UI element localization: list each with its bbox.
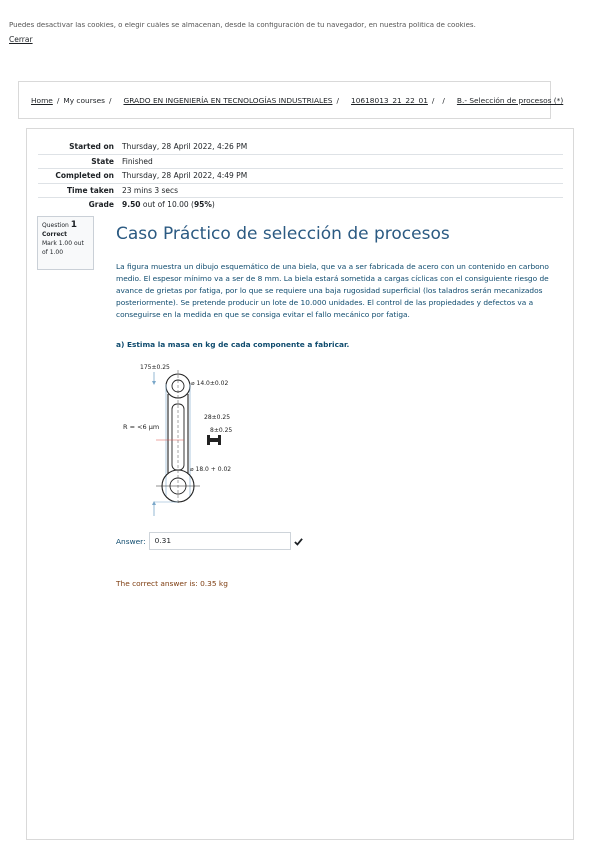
breadcrumb-quiz[interactable]: B.- Selección de procesos (*) (456, 96, 564, 105)
answer-label: Answer: (116, 536, 146, 546)
cookie-notice-text: Puedes desactivar las cookies, o elegir cuáles se almacenan, desde la configuración de tu navegador, en nuestra política de cookies. (9, 22, 476, 29)
state-label: State (38, 154, 118, 169)
question-prefix: Question (42, 222, 69, 229)
dim-d14-text: ⌀ 14.0±0.02 (191, 380, 229, 387)
completed-on-value: Thursday, 28 April 2022, 4:49 PM (118, 169, 563, 184)
grade-label: Grade (38, 198, 118, 212)
cross-section-icon (207, 435, 221, 445)
started-on-label: Started on (69, 142, 114, 152)
connecting-rod-figure (116, 360, 246, 520)
table-row (38, 183, 563, 198)
time-taken-value: 23 mins 3 secs (118, 183, 563, 198)
subquestion-text: a) Estima la masa en kg de cada componente a fabricar. (116, 340, 350, 349)
dim-28-text: 28±0.25 (204, 414, 231, 421)
breadcrumb-my-courses: My courses (63, 96, 105, 105)
completed-on-label: Completed on (38, 169, 118, 184)
question-mark: Mark 1.00 out of 1.00 (42, 240, 84, 256)
correct-answer-feedback: The correct answer is: 0.35 kg (116, 579, 228, 588)
grade-value: 9.50 (122, 200, 141, 210)
grade-percent: 95% (193, 200, 212, 210)
dim-d18-text: ⌀ 18.0 + 0.02 (190, 466, 232, 473)
table-row (38, 140, 563, 154)
question-title: Caso Práctico de selección de procesos (116, 224, 450, 244)
grade-close: ) (211, 200, 215, 210)
table-row (38, 169, 563, 184)
question-number: 1 (70, 220, 78, 230)
question-state: Correct (42, 231, 67, 238)
grade-value-cell (118, 198, 563, 212)
dim-top-text: 175±0.25 (140, 364, 170, 371)
state-value: Finished (118, 154, 563, 169)
connecting-rod-drawing (116, 360, 246, 520)
breadcrumb-container (18, 81, 564, 119)
time-taken-label: Time taken (38, 183, 118, 198)
grade-outof: out of 10.00 ( (142, 200, 194, 210)
correct-check-icon (294, 537, 303, 546)
question-info-box (37, 216, 94, 270)
started-on-value: Thursday, 28 April 2022, 4:26 PM (122, 142, 248, 152)
answer-input[interactable]: 0.31 (149, 532, 291, 550)
table-row (38, 154, 563, 169)
dim-8-text: 8±0.25 (210, 427, 233, 434)
breadcrumb-course-code[interactable]: 10618013_21_22_01 (351, 96, 428, 105)
attempt-summary-table (38, 140, 563, 212)
question-content (116, 222, 556, 349)
close-cookie-link[interactable]: Cerrar (9, 35, 33, 44)
breadcrumb: Home / My courses / GRADO EN INGENIERÍA EN TECNOLOGÍAS INDUSTRIALES / 10618013_21_22_01 / / B.- Selección de procesos (*) (31, 96, 564, 105)
question-number-line (42, 221, 89, 230)
answer-row (116, 532, 303, 550)
breadcrumb-home[interactable]: Home (31, 96, 53, 105)
question-text: La figura muestra un dibujo esquemático de una biela, que va a ser fabricada de acero con un contenido en carbono medio. El espesor mínimo va a ser de 8 mm. La biela estará sometida a cargas cíclicas con el consiguiente riesgo de avance de grietas por fatiga, por lo que se requiere una baja rugosidad superficial (los taladros serán mecanizados posteriormente). Se pretende producir un lote de 10.000 unidades. El control de las propiedades y defectos va a conseguirse en la medida en que se consiga evitar el fallo mecánico por fatiga. (116, 262, 549, 319)
dim-r-text: R = <6 µm (123, 423, 160, 431)
breadcrumb-course[interactable]: GRADO EN INGENIERÍA EN TECNOLOGÍAS INDUSTRIALES (123, 96, 333, 105)
table-row (38, 198, 563, 212)
